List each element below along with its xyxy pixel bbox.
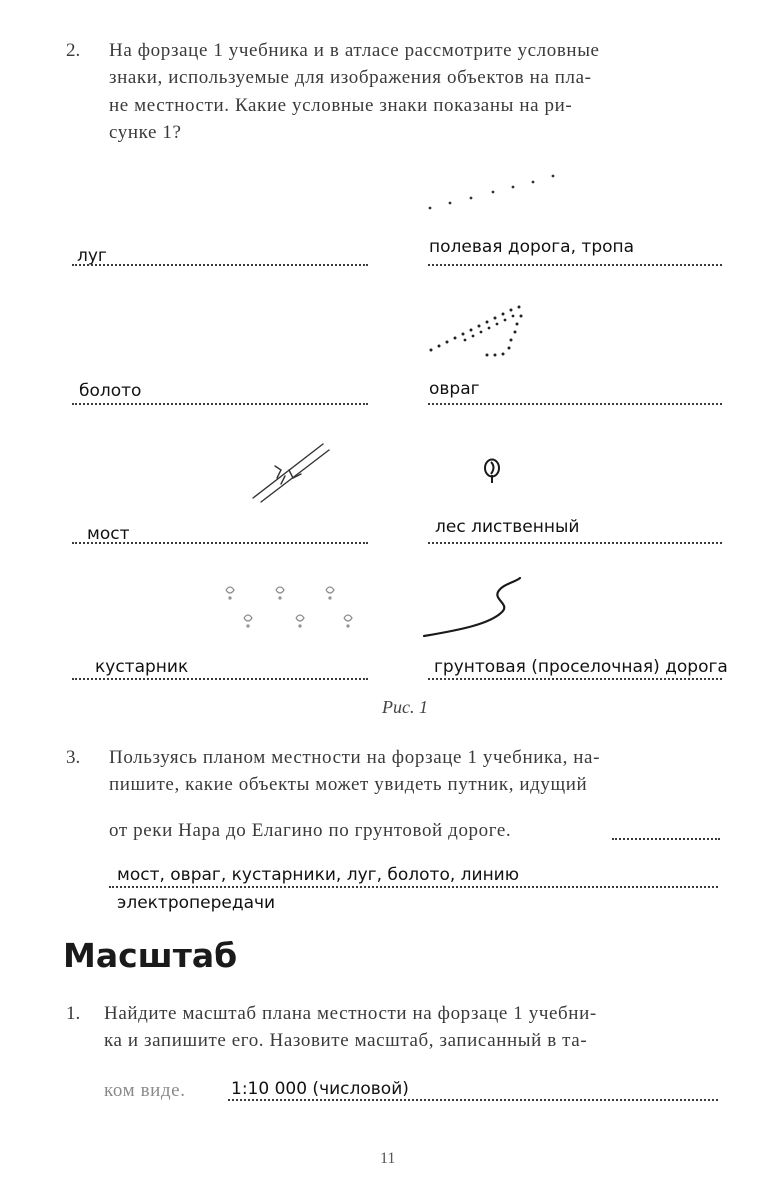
- task-3-answer-line-2: электропередачи: [117, 893, 276, 913]
- task-2-text-line-4: сунке 1?: [109, 122, 182, 143]
- answer-deciduous-forest: лес лиственный: [435, 517, 580, 537]
- task-2-text-line-3: не местности. Какие условные знаки показаны на ри-: [109, 95, 573, 116]
- task-3-answer-line-2: [109, 886, 718, 888]
- task-3-answer-line-1: мост, овраг, кустарники, луг, болото, линию: [117, 865, 520, 885]
- answer-line-shrub: [72, 678, 368, 680]
- answer-bridge: мост: [87, 524, 130, 544]
- task-2-text-line-1: На форзаце 1 учебника и в атласе рассмотрите условные: [109, 40, 600, 61]
- scale-task-1-number: 1.: [66, 1003, 81, 1024]
- answer-meadow: луг: [77, 246, 107, 266]
- task-3-number: 3.: [66, 747, 81, 768]
- scale-task-1-text-line-2: ка и запишите его. Назовите масштаб, записанный в та-: [104, 1030, 588, 1051]
- answer-line-ravine: [428, 403, 722, 405]
- answer-line-meadow: [72, 264, 368, 266]
- answer-line-dirt-road: [428, 678, 722, 680]
- field-road-symbol-icon: [425, 170, 565, 215]
- section-title: Масштаб: [63, 936, 238, 975]
- task-3-text-line-2: пишите, какие объекты может увидеть путник, идущий: [109, 774, 588, 795]
- task-2-number: 2.: [66, 40, 81, 61]
- answer-line-swamp: [72, 403, 368, 405]
- answer-line-bridge: [72, 542, 368, 544]
- scale-task-1-answer: 1:10 000 (числовой): [231, 1079, 409, 1099]
- task-2-text-line-2: знаки, используемые для изображения объектов на пла-: [109, 67, 592, 88]
- shrub-symbol-icon: [222, 580, 362, 635]
- dirt-road-symbol-icon: [420, 572, 530, 642]
- bridge-symbol-icon: [245, 440, 335, 505]
- answer-swamp: болото: [79, 381, 142, 401]
- answer-line-field-road: [428, 264, 722, 266]
- answer-ravine: овраг: [429, 379, 480, 399]
- answer-line-deciduous-forest: [428, 542, 722, 544]
- figure-caption: Рис. 1: [382, 697, 428, 717]
- deciduous-forest-symbol-icon: [482, 458, 504, 486]
- task-3-text-line-3: от реки Нара до Елагино по грунтовой дороге.: [109, 820, 512, 841]
- ravine-symbol-icon: [425, 300, 535, 365]
- page-number: 11: [380, 1150, 396, 1167]
- scale-task-1-text-line-1: Найдите масштаб плана местности на форзаце 1 учебни-: [104, 1003, 597, 1024]
- task-3-answer-line-1: [612, 838, 720, 840]
- answer-field-road: полевая дорога, тропа: [429, 237, 635, 257]
- answer-dirt-road: грунтовая (проселочная) дорога: [434, 657, 728, 677]
- answer-shrub: кустарник: [95, 657, 189, 677]
- scale-task-1-answer-line: [228, 1099, 718, 1101]
- scale-task-1-text-line-3: ком виде.: [104, 1080, 186, 1101]
- task-3-text-line-1: Пользуясь планом местности на форзаце 1 учебника, на-: [109, 747, 600, 768]
